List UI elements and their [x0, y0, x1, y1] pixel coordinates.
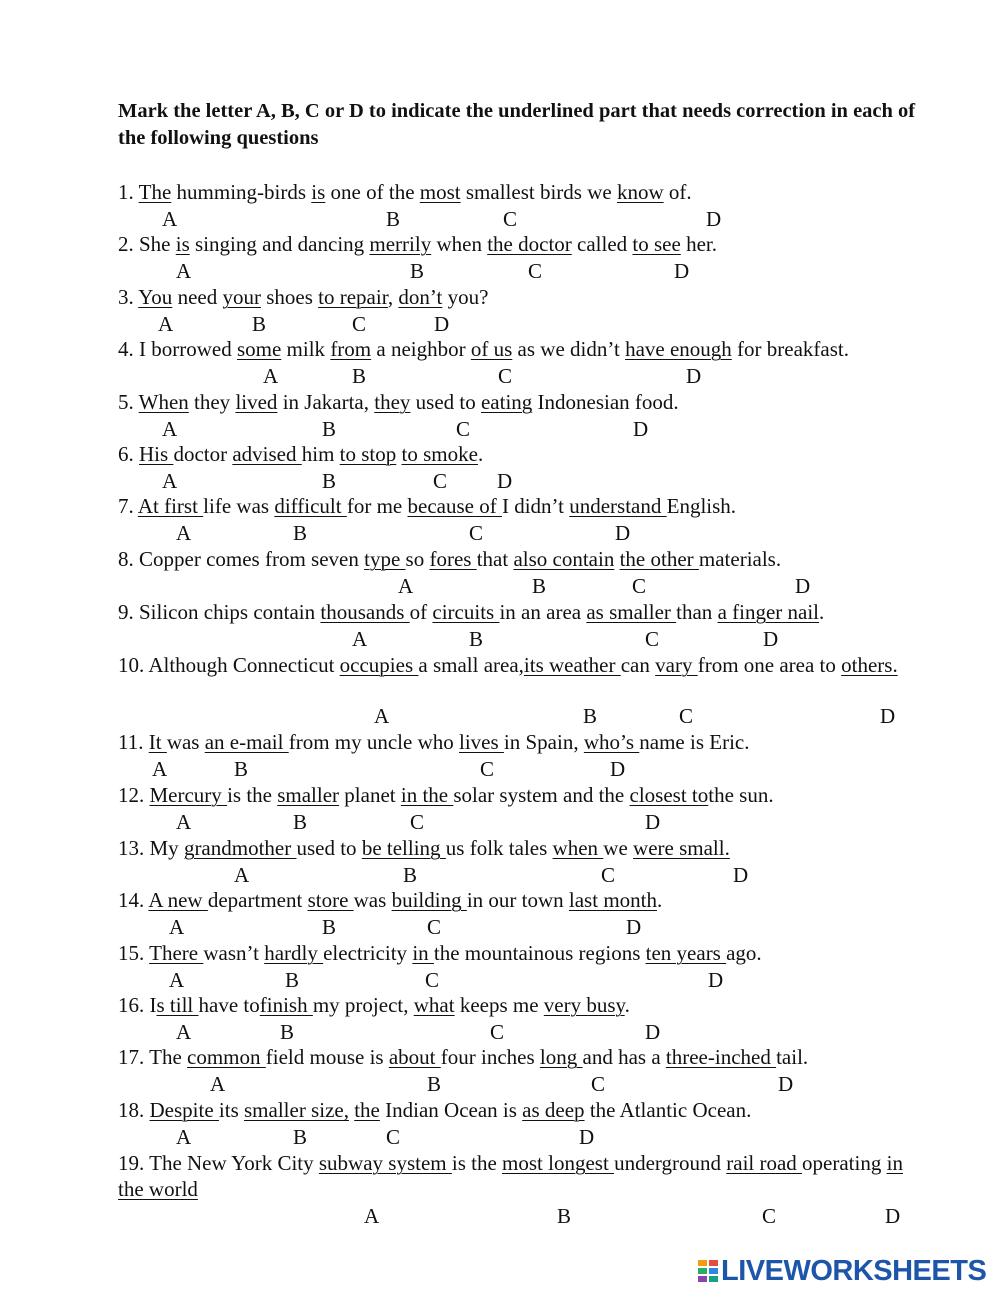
question-text: doctor: [173, 442, 233, 466]
answer-letter-c: C: [528, 259, 543, 283]
answer-letter-c: C: [632, 574, 647, 598]
answer-letter-b: B: [322, 469, 337, 493]
answer-letter-b: B: [293, 1125, 308, 1149]
question-text: 7.: [118, 494, 138, 518]
question-text: 2. She: [118, 232, 176, 256]
underlined-part: the doctor: [487, 232, 572, 256]
underlined-part: be telling: [361, 836, 446, 860]
question-4: [118, 337, 849, 361]
question-text: is the: [227, 783, 278, 807]
underlined-part: have enough: [625, 337, 732, 361]
underlined-part: the other: [619, 547, 699, 571]
question-text: for breakfast.: [731, 337, 849, 361]
question-text: electricity: [323, 941, 413, 965]
underlined-part: His: [139, 442, 174, 466]
question-text: is the: [451, 1151, 503, 1175]
underlined-part: vary: [655, 653, 698, 677]
answer-letter-d: D: [686, 364, 702, 388]
underlined-part: as smaller: [586, 600, 677, 624]
question-text: .: [819, 600, 825, 624]
underlined-part: a finger nail: [717, 600, 820, 624]
answer-letter-c: C: [427, 915, 442, 939]
question-text: have to: [198, 993, 260, 1017]
underlined-part: advised: [232, 442, 302, 466]
answer-letter-a: A: [152, 757, 168, 781]
question-text: its: [218, 1098, 244, 1122]
answer-letter-d: D: [579, 1125, 595, 1149]
question-text: Indonesian food.: [532, 390, 679, 414]
question-3: [118, 285, 488, 309]
question-text: the Atlantic Ocean.: [584, 1098, 752, 1122]
question-text: underground: [614, 1151, 727, 1175]
underlined-part: fores: [429, 547, 477, 571]
question-text: from my uncle who: [288, 730, 459, 754]
question-text: can: [620, 653, 656, 677]
question-text: used to: [296, 836, 362, 860]
underlined-part: from: [330, 337, 372, 361]
question-13: [118, 836, 730, 860]
question-16: [118, 993, 630, 1017]
underlined-part: Mercury: [149, 783, 228, 807]
answer-letter-c: C: [601, 863, 616, 887]
answer-letter-d: D: [880, 704, 896, 728]
underlined-part: they: [374, 390, 411, 414]
question-text: of.: [663, 180, 692, 204]
answer-letter-d: D: [645, 810, 661, 834]
question-text: when: [431, 232, 488, 256]
answer-letter-c: C: [490, 1020, 505, 1044]
underlined-part: You: [138, 285, 173, 309]
question-7: [118, 494, 736, 518]
answer-letter-d: D: [733, 863, 749, 887]
question-text: 10. Although Connecticut: [118, 653, 340, 677]
underlined-part: smaller size,: [244, 1098, 349, 1122]
underlined-part: know: [616, 180, 664, 204]
answer-letter-a: A: [234, 863, 250, 887]
question-text: life was: [203, 494, 275, 518]
question-5: [118, 390, 679, 414]
answer-letter-a: A: [210, 1072, 226, 1096]
question-text: 14.: [118, 888, 149, 912]
underlined-part: building: [391, 888, 467, 912]
underlined-part: Despite: [149, 1098, 219, 1122]
underlined-part: It: [148, 730, 167, 754]
underlined-part: closest to: [629, 783, 709, 807]
answer-letter-d: D: [674, 259, 690, 283]
question-text: of: [409, 600, 433, 624]
answer-letter-c: C: [679, 704, 694, 728]
answer-letter-a: A: [398, 574, 414, 598]
underlined-part: three-inched: [665, 1045, 777, 1069]
underlined-part: is: [175, 232, 190, 256]
underlined-part: most longest: [502, 1151, 615, 1175]
underlined-part: in: [412, 941, 434, 965]
question-text: 6.: [118, 442, 139, 466]
underlined-part: The: [138, 180, 172, 204]
answer-letter-d: D: [645, 1020, 661, 1044]
question-text: called: [571, 232, 633, 256]
answer-letter-b: B: [583, 704, 598, 728]
answer-letter-a: A: [176, 1125, 192, 1149]
question-text: one of the: [325, 180, 420, 204]
question-text: solar system and the: [453, 783, 630, 807]
underlined-part: also contain: [513, 547, 615, 571]
question-text: in Jakarta,: [277, 390, 375, 414]
answer-letter-c: C: [645, 627, 660, 651]
underlined-part: in the world: [118, 1151, 903, 1201]
underlined-part: hardly: [264, 941, 324, 965]
question-17: [118, 1045, 808, 1069]
question-text: my project,: [312, 993, 414, 1017]
answer-letter-a: A: [169, 915, 185, 939]
question-text: 8. Copper comes from seven: [118, 547, 365, 571]
underlined-part: lives: [459, 730, 504, 754]
answer-letter-d: D: [706, 207, 722, 231]
question-11: [118, 730, 750, 754]
question-text: English.: [666, 494, 737, 518]
answer-letter-a: A: [176, 1020, 192, 1044]
underlined-part: an e-mail: [204, 730, 289, 754]
answer-letter-a: A: [364, 1204, 380, 1228]
question-text: in Spain,: [503, 730, 584, 754]
answer-letter-b: B: [403, 863, 418, 887]
answer-letter-c: C: [762, 1204, 777, 1228]
underlined-part: who’s: [583, 730, 640, 754]
answer-letter-c: C: [425, 968, 440, 992]
question-1: [118, 180, 692, 204]
answer-letter-b: B: [252, 312, 267, 336]
question-2: [118, 232, 717, 256]
question-text: department: [207, 888, 308, 912]
question-text: milk: [281, 337, 331, 361]
question-text: 15.: [118, 941, 150, 965]
answer-letter-d: D: [778, 1072, 794, 1096]
underlined-part: the: [354, 1098, 380, 1122]
question-text: singing and dancing: [189, 232, 370, 256]
question-text: 9. Silicon chips contain: [118, 600, 321, 624]
answer-letter-a: A: [176, 521, 192, 545]
question-14: [118, 888, 662, 912]
answer-letter-b: B: [469, 627, 484, 651]
answer-letter-b: B: [322, 417, 337, 441]
question-text: humming-birds: [171, 180, 312, 204]
question-text: wasn’t: [203, 941, 265, 965]
question-9: [118, 600, 824, 624]
underlined-part: thousands: [320, 600, 410, 624]
answer-letter-b: B: [322, 915, 337, 939]
question-text: I didn’t: [501, 494, 570, 518]
question-text: 13. My: [118, 836, 184, 860]
underlined-part: were small.: [633, 836, 730, 860]
question-text: .: [624, 993, 630, 1017]
question-text: him: [301, 442, 340, 466]
question-text: for me: [346, 494, 408, 518]
question-text: 4. I borrowed: [118, 337, 237, 361]
answer-letter-c: C: [352, 312, 367, 336]
answer-letter-c: C: [591, 1072, 606, 1096]
underlined-part: most: [419, 180, 461, 204]
question-text: four inches: [440, 1045, 540, 1069]
underlined-part: to smoke: [401, 442, 478, 466]
question-15: [118, 941, 762, 965]
question-text: tail.: [776, 1045, 809, 1069]
question-text: 11.: [118, 730, 149, 754]
underlined-part: difficult: [274, 494, 347, 518]
question-text: as we didn’t: [512, 337, 626, 361]
question-text: the sun.: [708, 783, 774, 807]
answer-letter-b: B: [532, 574, 547, 598]
logo-icon: [697, 1259, 719, 1283]
underlined-part: of us: [470, 337, 513, 361]
question-text: and has a: [582, 1045, 666, 1069]
question-text: you?: [442, 285, 489, 309]
question-8: [118, 547, 781, 571]
question-text: 19. The New York City: [118, 1151, 319, 1175]
underlined-part: There: [149, 941, 204, 965]
underlined-part: rail road: [726, 1151, 803, 1175]
question-text: keeps me: [454, 993, 544, 1017]
question-text: smallest birds we: [460, 180, 617, 204]
question-text: a small area,: [418, 653, 524, 677]
answer-letter-a: A: [169, 968, 185, 992]
underlined-part: circuits: [432, 600, 500, 624]
question-text: 12.: [118, 783, 150, 807]
question-text: they: [188, 390, 236, 414]
underlined-part: as deep: [522, 1098, 585, 1122]
question-text: shoes: [260, 285, 319, 309]
answer-letter-b: B: [280, 1020, 295, 1044]
question-text: from one area to: [697, 653, 842, 677]
question-text: 16. I: [118, 993, 157, 1017]
question-text: used to: [410, 390, 481, 414]
answer-letter-a: A: [162, 417, 178, 441]
question-text: operating: [802, 1151, 887, 1175]
answer-letter-d: D: [610, 757, 626, 781]
question-text: 5.: [118, 390, 139, 414]
question-19: [118, 1150, 933, 1202]
question-text: .: [657, 888, 663, 912]
answer-letter-c: C: [386, 1125, 401, 1149]
underlined-part: when: [552, 836, 604, 860]
underlined-part: eating: [480, 390, 533, 414]
underlined-part: what: [413, 993, 455, 1017]
answer-letter-a: A: [352, 627, 368, 651]
answer-letter-b: B: [557, 1204, 572, 1228]
answer-letter-d: D: [763, 627, 779, 651]
question-text: .: [477, 442, 484, 466]
answer-letter-a: A: [158, 312, 174, 336]
answer-letter-c: C: [503, 207, 518, 231]
question-text: ,: [387, 285, 399, 309]
underlined-part: A new: [148, 888, 208, 912]
underlined-part: to see: [632, 232, 681, 256]
underlined-part: common: [187, 1045, 266, 1069]
underlined-part: is: [311, 180, 326, 204]
question-12: [118, 783, 774, 807]
answer-letter-b: B: [293, 810, 308, 834]
question-text: field mouse is: [265, 1045, 389, 1069]
question-text: in our town: [466, 888, 569, 912]
answer-letter-a: A: [374, 704, 390, 728]
answer-letter-d: D: [885, 1204, 901, 1228]
question-text: us folk tales: [445, 836, 553, 860]
answer-letter-b: B: [234, 757, 249, 781]
underlined-part: very busy: [543, 993, 625, 1017]
question-text: her.: [680, 232, 717, 256]
answer-letter-b: B: [386, 207, 401, 231]
question-10: [118, 652, 933, 678]
question-text: that: [476, 547, 514, 571]
answer-letter-b: B: [410, 259, 425, 283]
answer-letter-c: C: [433, 469, 448, 493]
answer-letter-c: C: [469, 521, 484, 545]
answer-letter-d: D: [795, 574, 811, 598]
underlined-part: in the: [400, 783, 454, 807]
question-text: ago.: [726, 941, 762, 965]
underlined-part: don’t: [398, 285, 443, 309]
underlined-part: about: [388, 1045, 441, 1069]
answer-letter-a: A: [162, 469, 178, 493]
underlined-part: your: [222, 285, 261, 309]
question-text: materials.: [698, 547, 782, 571]
underlined-part: At first: [137, 494, 204, 518]
question-text: 1.: [118, 180, 139, 204]
underlined-part: merrily: [369, 232, 432, 256]
question-text: need: [172, 285, 223, 309]
answer-letter-c: C: [498, 364, 513, 388]
underlined-part: s till: [156, 993, 199, 1017]
underlined-part: long: [539, 1045, 583, 1069]
underlined-part: to repair: [318, 285, 388, 309]
underlined-part: its weather: [523, 653, 621, 677]
answer-letter-b: B: [352, 364, 367, 388]
underlined-part: occupies: [339, 653, 419, 677]
answer-letter-c: C: [456, 417, 471, 441]
answer-letter-d: D: [633, 417, 649, 441]
underlined-part: finish: [259, 993, 313, 1017]
answer-letter-c: C: [480, 757, 495, 781]
question-text: name is Eric.: [639, 730, 750, 754]
logo-text: LIVEWORKSHEETS: [721, 1255, 987, 1287]
liveworksheets-logo: [697, 1256, 986, 1286]
underlined-part: some: [236, 337, 282, 361]
answer-letter-a: A: [162, 207, 178, 231]
question-text: 18.: [118, 1098, 150, 1122]
answer-letter-c: C: [410, 810, 425, 834]
answer-letter-a: A: [176, 810, 192, 834]
answer-letter-b: B: [285, 968, 300, 992]
question-text: Indian Ocean is: [379, 1098, 523, 1122]
underlined-part: ten years: [645, 941, 727, 965]
underlined-part: When: [138, 390, 189, 414]
question-text: than: [676, 600, 718, 624]
underlined-part: last month: [568, 888, 657, 912]
question-6: [118, 442, 483, 466]
question-text: planet: [339, 783, 401, 807]
question-text: in an area: [499, 600, 587, 624]
question-text: so: [405, 547, 430, 571]
answer-letter-b: B: [293, 521, 308, 545]
instructions-heading: Mark the letter A, B, C or D to indicate the underlined part that needs correction in each of the following questions: [118, 100, 916, 149]
underlined-part: understand: [569, 494, 667, 518]
underlined-part: store: [307, 888, 354, 912]
underlined-part: subway system: [318, 1151, 452, 1175]
answer-letter-d: D: [497, 469, 513, 493]
answer-letter-d: D: [615, 521, 631, 545]
underlined-part: because of: [407, 494, 502, 518]
underlined-part: smaller: [277, 783, 340, 807]
underlined-part: grandmother: [183, 836, 297, 860]
question-18: [118, 1098, 751, 1122]
question-text: 3.: [118, 285, 139, 309]
question-text: the mountainous regions: [433, 941, 646, 965]
question-text: was: [353, 888, 392, 912]
answer-letter-b: B: [427, 1072, 442, 1096]
question-text: we: [603, 836, 634, 860]
question-text: was: [166, 730, 205, 754]
underlined-part: type: [364, 547, 406, 571]
underlined-part: others.: [841, 653, 898, 677]
underlined-part: lived: [235, 390, 278, 414]
question-text: 17. The: [118, 1045, 188, 1069]
question-text: a neighbor: [371, 337, 471, 361]
answer-letter-d: D: [434, 312, 450, 336]
answer-letter-d: D: [626, 915, 642, 939]
answer-letter-a: A: [263, 364, 279, 388]
answer-letter-d: D: [708, 968, 724, 992]
underlined-part: to stop: [339, 442, 397, 466]
answer-letter-a: A: [176, 259, 192, 283]
